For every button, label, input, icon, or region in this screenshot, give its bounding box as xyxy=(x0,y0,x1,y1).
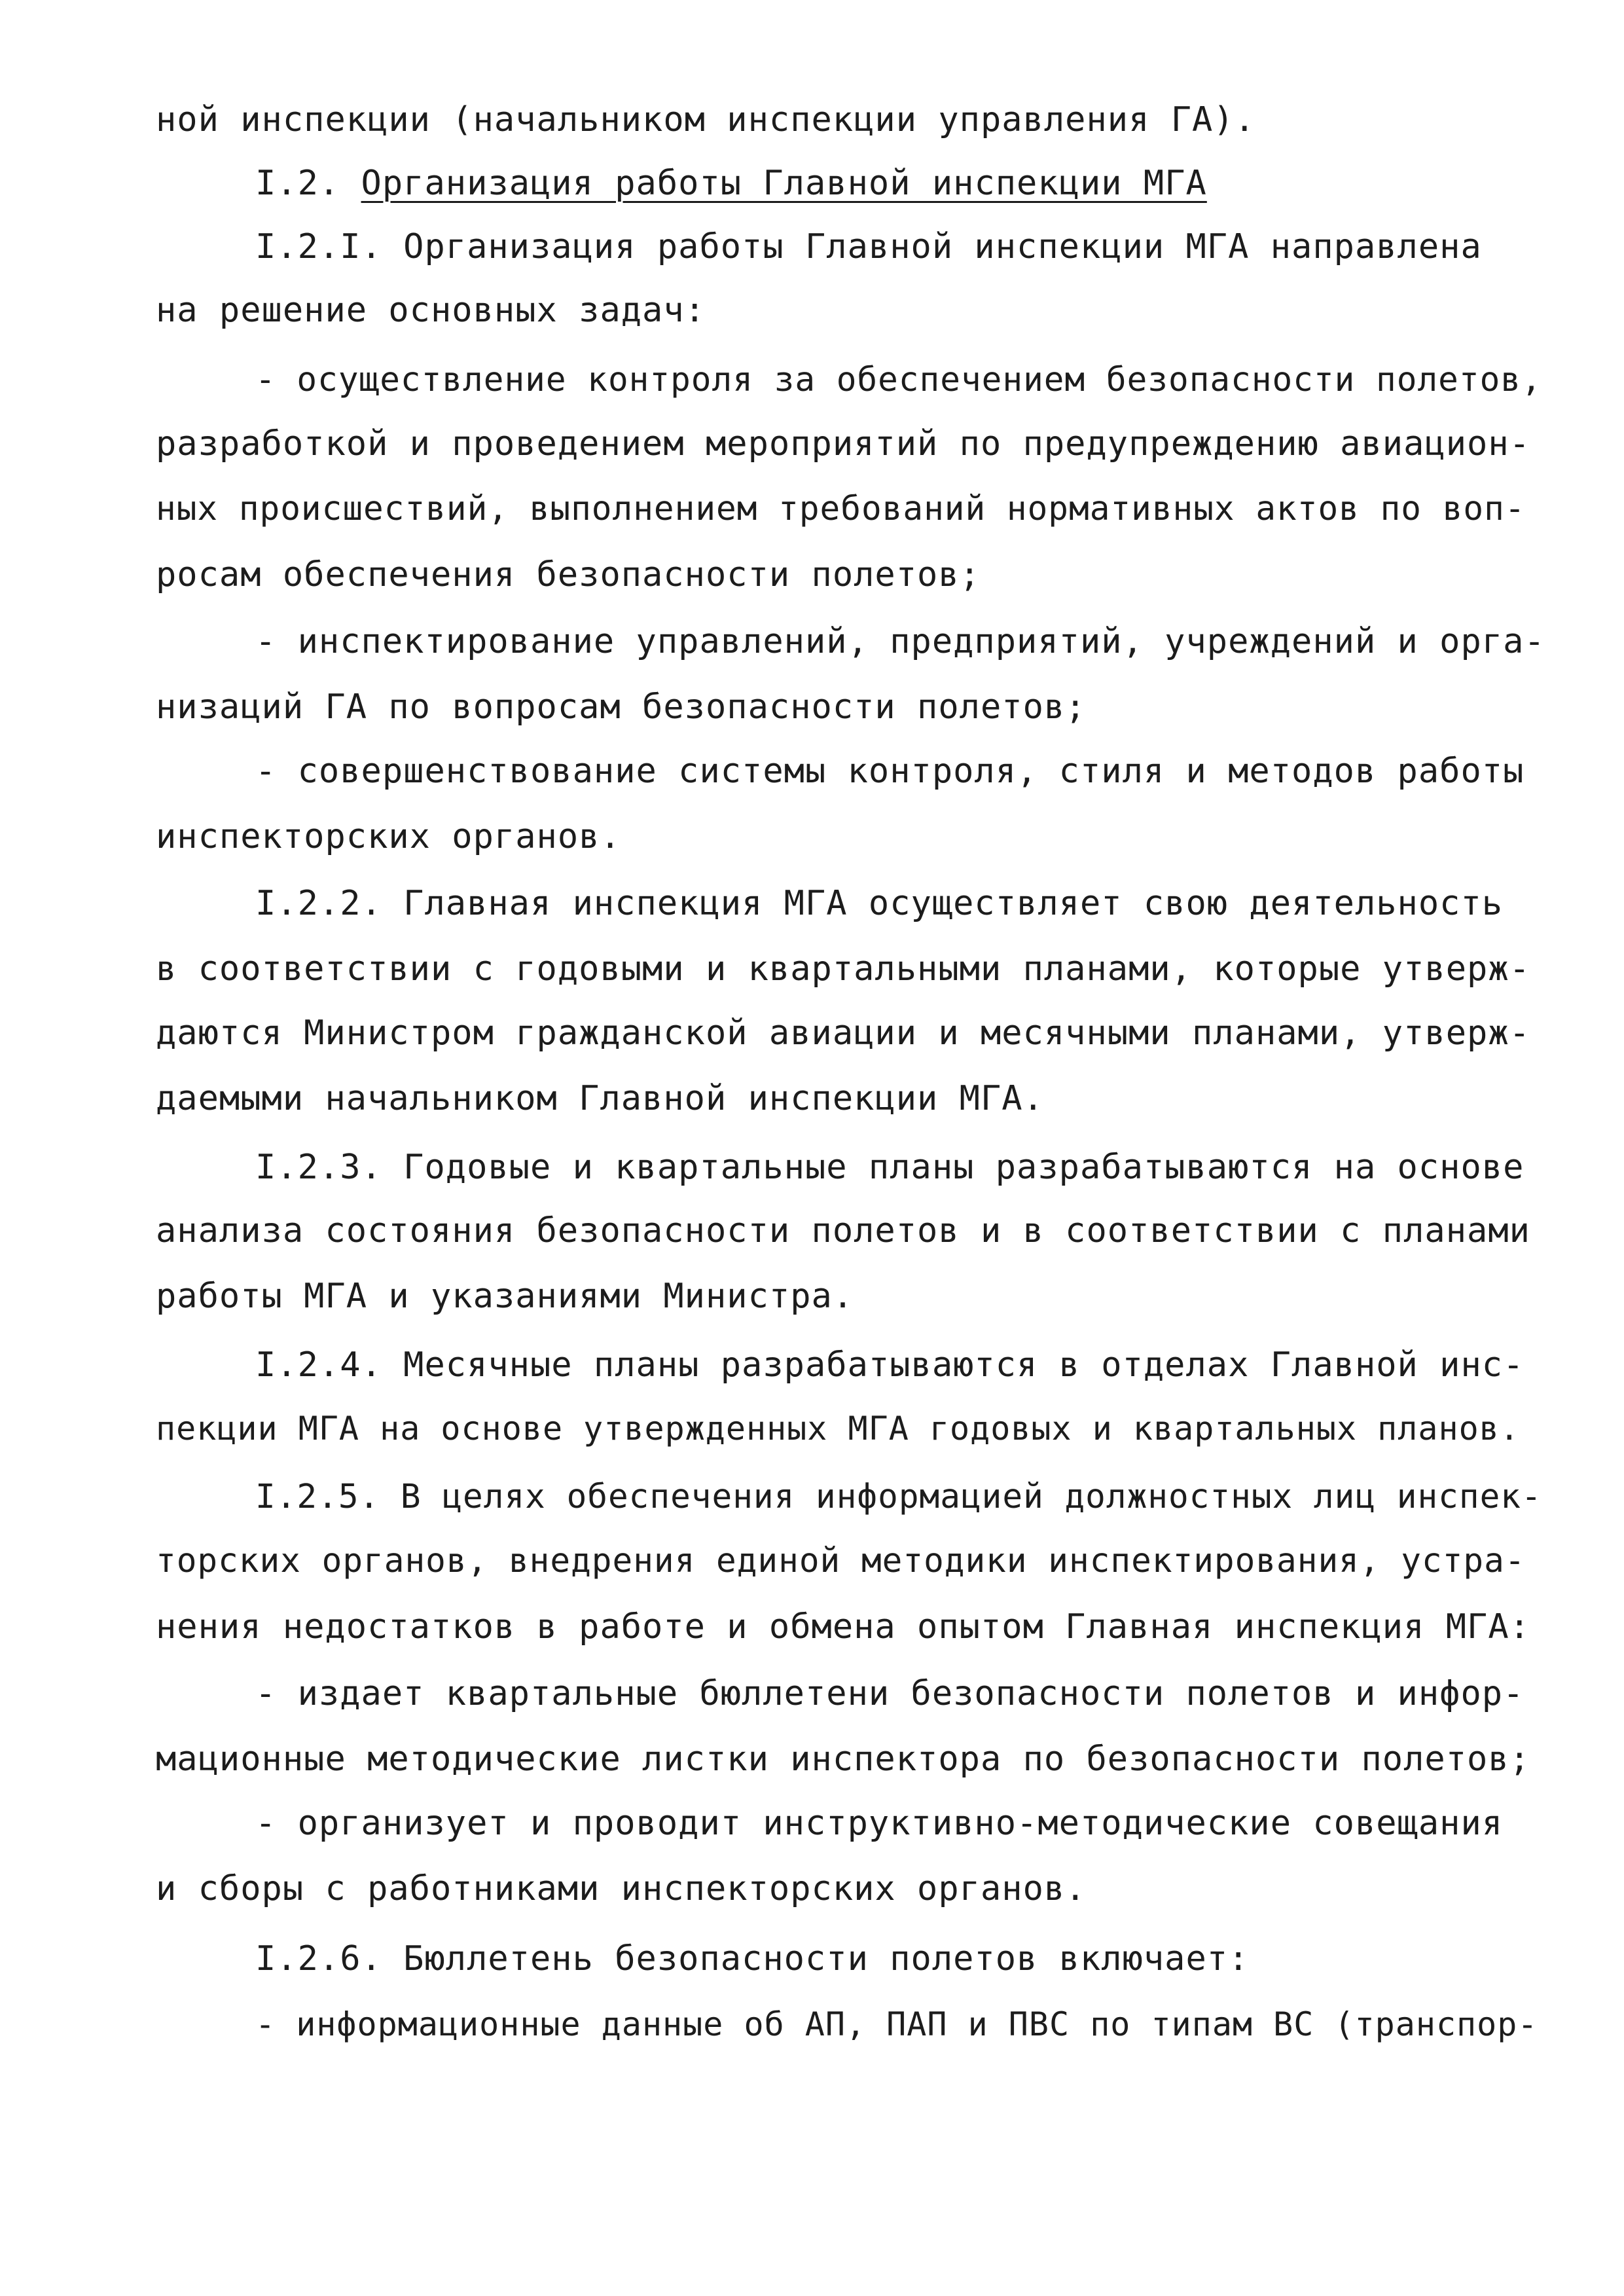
paragraph-start-line: I.2.5. В целях обеспечения информацией должностных лиц инспек- xyxy=(255,1478,1542,1516)
text-line: нения недостатков в работе и обмена опытом Главная инспекция МГА: xyxy=(156,1607,1530,1647)
list-item-line: - инспектирование управлений, предприятий, учреждений и орга- xyxy=(255,622,1545,661)
text-line: ной инспекции (начальником инспекции управления ГА). xyxy=(156,100,1255,139)
text-line: мационные методические листки инспектора по безопасности полетов; xyxy=(156,1740,1530,1779)
paragraph-start-line: I.2.4. Месячные планы разрабатываются в отделах Главной инс- xyxy=(255,1345,1525,1385)
section-title: Организация работы Главной инспекции МГА xyxy=(361,164,1207,203)
paragraph-start-line: I.2.I. Организация работы Главной инспекции МГА направлена xyxy=(255,227,1482,266)
text-line: в соответствии с годовыми и квартальными планами, которые утверж- xyxy=(156,949,1530,989)
text-line: росам обеспечения безопасности полетов; xyxy=(156,555,981,594)
text-line: и сборы с работниками инспекторских органов. xyxy=(156,1869,1087,1908)
text-line: торских органов, внедрения единой методики инспектирования, устра- xyxy=(156,1542,1526,1580)
list-item-line: - осуществление контроля за обеспечением безопасности полетов, xyxy=(255,361,1542,399)
text-line: инспекторских органов. xyxy=(156,817,621,856)
text-line: даются Министром гражданской авиации и месячными планами, утверж- xyxy=(156,1013,1530,1053)
text-line: работы МГА и указаниями Министра. xyxy=(156,1277,854,1316)
list-item-line: - организует и проводит инструктивно-методические совещания xyxy=(255,1804,1504,1843)
text-line: даемыми начальником Главной инспекции МГА. xyxy=(156,1079,1044,1118)
section-number: I.2. xyxy=(255,164,361,203)
list-item-line: - совершенствование системы контроля, стиля и методов работы xyxy=(255,752,1525,791)
paragraph-start-line: I.2.3. Годовые и квартальные планы разрабатываются на основе xyxy=(255,1148,1525,1187)
paragraph-start-line: I.2.2. Главная инспекция МГА осуществляет свою деятельность xyxy=(255,884,1504,923)
text-line: ных происшествий, выполнением требований нормативных актов по воп- xyxy=(156,490,1526,528)
section-heading-line xyxy=(255,151,1545,216)
text-line: на решение основных задач: xyxy=(156,291,706,330)
text-line: анализа состояния безопасности полетов и в соответствии с планами xyxy=(156,1211,1530,1250)
text-line: низаций ГА по вопросам безопасности полетов; xyxy=(156,687,1087,727)
paragraph-start-line: I.2.6. Бюллетень безопасности полетов включает: xyxy=(255,1939,1250,1978)
list-item-line: - издает квартальные бюллетени безопасности полетов и инфор- xyxy=(255,1674,1525,1713)
list-item-line: - информационные данные об АП, ПАП и ПВС по типам ВС (транспор- xyxy=(255,2005,1538,2043)
text-line: пекции МГА на основе утвержденных МГА годовых и квартальных планов. xyxy=(156,1410,1520,1448)
text-line: разработкой и проведением мероприятий по предупреждению авиацион- xyxy=(156,424,1530,464)
